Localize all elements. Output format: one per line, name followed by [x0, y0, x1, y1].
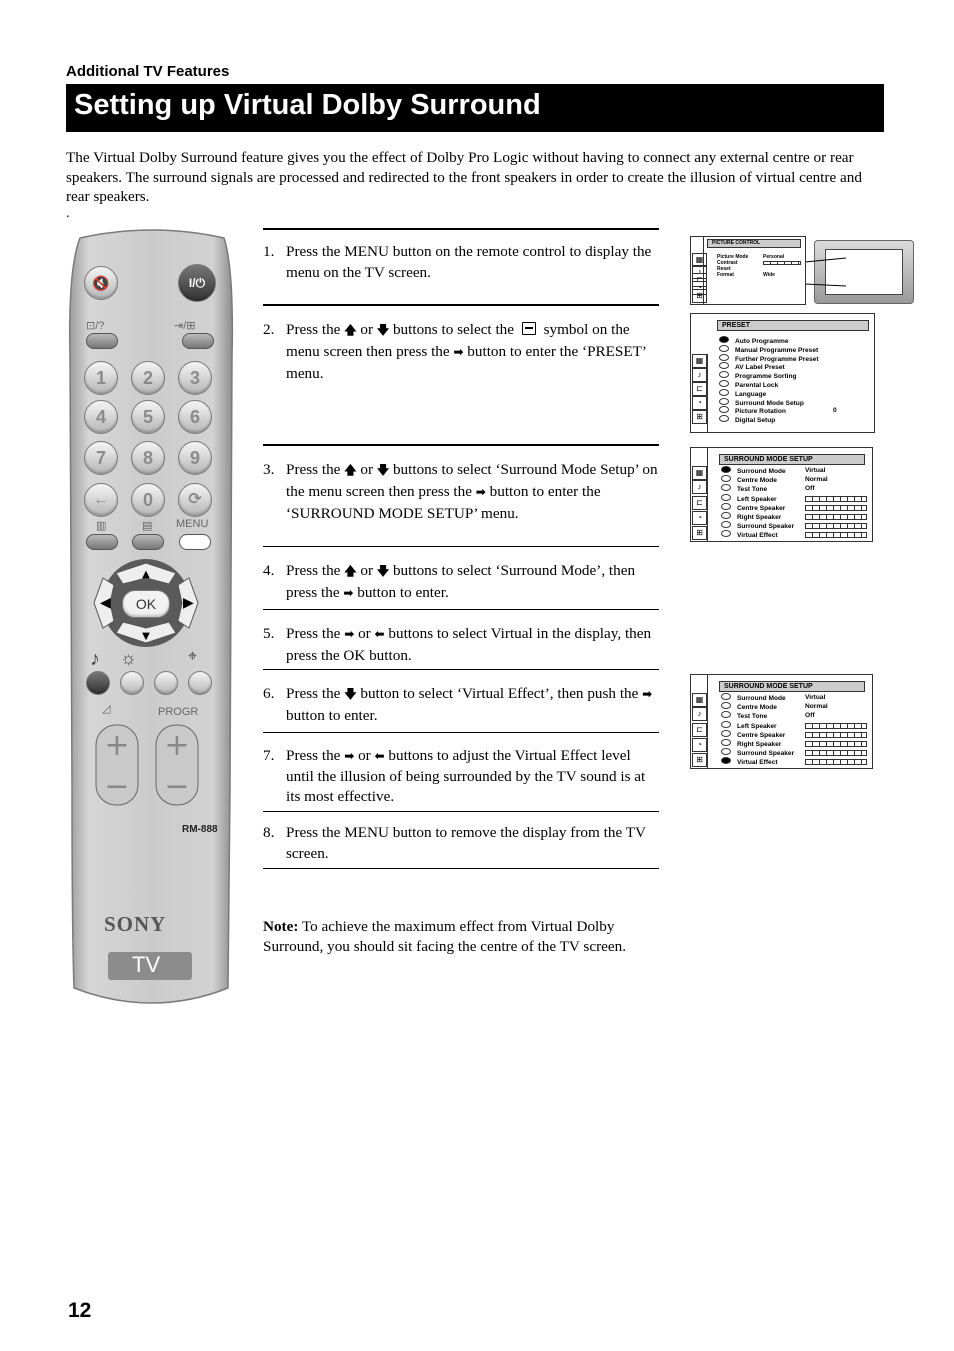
menu-value: Off — [805, 712, 815, 720]
menu-item-label: Centre Mode — [737, 477, 777, 485]
menu-value: Virtual — [805, 467, 826, 474]
right-arrow-icon: ➡ — [642, 687, 653, 701]
step-6 — [263, 683, 659, 727]
level-bar — [805, 759, 867, 765]
back-icon: ← — [93, 491, 109, 508]
picture-tab-icon: ▦ — [692, 253, 707, 267]
svg-text:▲: ▲ — [142, 569, 150, 580]
menu-bullet-icon — [721, 757, 731, 764]
note-text: To achieve the maximum effect from Virtual Dolby Surround, you should sit facing the centre of the TV screen. — [263, 918, 627, 955]
step-number: 4. — [263, 562, 275, 579]
step-7 — [263, 746, 659, 808]
right-arrow-icon: ➡ — [344, 749, 355, 763]
stray-dot: . — [66, 206, 70, 221]
step-number: 5. — [263, 625, 275, 642]
menu-title: SURROUND MODE SETUP — [719, 681, 865, 692]
teletext-icon: ▥ — [96, 520, 107, 532]
info-icon: ⊡/? — [86, 320, 105, 332]
digit-1-button[interactable]: 1 — [84, 361, 118, 395]
right-arrow-icon: ➡ — [343, 586, 354, 600]
level-bar — [805, 514, 867, 520]
menu-item-label: Parental Lock — [735, 382, 779, 389]
features-tab-icon: ⊏ — [692, 382, 707, 396]
step-8 — [263, 823, 659, 864]
rule — [263, 811, 659, 812]
digit-9-button[interactable]: 9 — [178, 441, 212, 475]
title-bar — [66, 84, 884, 132]
picture-tab-icon: ▦ — [692, 693, 707, 707]
menu-item-label: Surround Mode — [737, 695, 786, 702]
step-5 — [263, 623, 659, 666]
volume-icon: ◿ — [102, 703, 111, 715]
picture-tab-icon: ▦ — [692, 354, 707, 368]
menu-bullet-icon — [721, 530, 731, 537]
svg-text:+: + — [164, 728, 190, 763]
rule — [263, 732, 659, 733]
menu-bullet-icon — [721, 494, 731, 501]
step-text: Press the 🡇 button to select ‘Virtual Effect’, then push the ➡ button to enter. — [286, 685, 653, 724]
preset-symbol-icon — [522, 322, 536, 335]
menu-bullet-icon — [721, 512, 731, 519]
step-number: 3. — [263, 461, 275, 478]
menu-bullet-icon — [721, 739, 731, 746]
menu-value: Wide — [763, 272, 775, 278]
step-text: Press the MENU button on the remote control to display the menu on the TV screen. — [286, 243, 652, 281]
zoom-lines — [800, 250, 850, 290]
preset-tab-icon: ⊞ — [692, 289, 707, 303]
rule — [263, 609, 659, 610]
features-tab-icon: ⊏ — [692, 496, 707, 510]
menu-bullet-icon — [719, 406, 729, 413]
picture-control-menu — [690, 236, 806, 305]
section-label: Additional TV Features — [66, 63, 230, 80]
contrast-bar — [763, 261, 801, 265]
page-title: Setting up Virtual Dolby Surround — [74, 89, 541, 121]
level-bar — [805, 723, 867, 729]
mute-button[interactable] — [84, 266, 118, 300]
menu-bullet-icon — [719, 336, 729, 343]
step-1 — [263, 241, 659, 283]
level-bar — [805, 750, 867, 756]
menu-item: Contrast — [717, 260, 738, 266]
teletext-button[interactable] — [86, 534, 118, 550]
left-arrow-icon: ⬅ — [374, 749, 385, 763]
down-arrow-icon: 🡇 — [376, 323, 390, 337]
brand-logo: SONY — [104, 912, 167, 936]
sound-tab-icon: ♪ — [692, 265, 707, 279]
ok-button[interactable]: OK — [122, 590, 170, 618]
svg-text:▼: ▼ — [142, 631, 150, 642]
step-number: 2. — [263, 321, 275, 338]
step-3 — [263, 459, 659, 524]
left-arrow-icon: ◀ — [100, 594, 111, 610]
menu-item-label: AV Label Preset — [735, 364, 785, 372]
menu-bullet-icon — [721, 503, 731, 510]
note — [263, 917, 663, 957]
picture-tab-icon: ▦ — [692, 466, 707, 480]
timer-tab-icon: ◔ — [692, 511, 707, 525]
preset-menu — [690, 313, 875, 433]
note-label: Note: — [263, 918, 299, 935]
menu-label: MENU — [176, 518, 209, 530]
menu-item-label: Manual Programme Preset — [735, 346, 819, 354]
preset-tab-icon: ⊞ — [692, 526, 707, 540]
menu-item-label: Surround Speaker — [737, 523, 795, 531]
menu-item: Format — [717, 272, 734, 278]
menu-item-label: Programme Sorting — [735, 373, 797, 381]
surround-setup-menu-2 — [690, 674, 873, 769]
level-bar — [805, 532, 867, 538]
menu-title: PRESET — [717, 320, 869, 331]
mute-icon: 🔇 — [92, 275, 110, 291]
menu-title: SURROUND MODE SETUP — [719, 454, 865, 465]
features-tab-icon: ⊏ — [692, 723, 707, 737]
menu-bullet-icon — [721, 748, 731, 755]
remote-control-illustration — [66, 228, 238, 1010]
menu-item-label: Further Programme Preset — [735, 355, 819, 363]
level-bar — [805, 496, 867, 502]
menu-title: PICTURE CONTROL — [707, 239, 801, 248]
features-tab-icon: ⊏ — [692, 273, 707, 287]
step-text: Press the 🡅 or 🡇 buttons to select the symbol on the menu screen then press the ➡ button to enter the ‘PRESET’ menu. — [286, 321, 646, 382]
rule-top — [263, 228, 659, 230]
step-4 — [263, 560, 659, 604]
digit-7-button[interactable]: 7 — [84, 441, 118, 475]
menu-item-label: Centre Speaker — [737, 504, 786, 512]
position-icon: ⌖ — [188, 648, 198, 665]
step-text: Press the ➡ or ⬅ buttons to adjust the Virtual Effect level until the illusion of being surrounded by the TV sound is at its most effective. — [286, 747, 646, 805]
picture-button[interactable] — [120, 671, 144, 695]
page-number: 12 — [68, 1299, 92, 1322]
menu-bullet-icon — [721, 721, 731, 728]
right-arrow-icon: ➡ — [344, 627, 355, 641]
menu-bullet-icon — [719, 389, 729, 396]
level-bar — [805, 523, 867, 529]
step-text: Press the 🡅 or 🡇 buttons to select ‘Surround Mode Setup’ on the menu screen then press the ➡ button to enter the ‘SURROUND MODE SETUP’ menu. — [286, 461, 658, 522]
timer-tab-icon: ◔ — [692, 281, 707, 295]
menu-bullet-icon — [721, 730, 731, 737]
menu-button[interactable] — [179, 534, 211, 550]
menu-item — [719, 415, 775, 425]
rule-bottom — [263, 868, 659, 869]
menu-item-label: Test Tone — [737, 713, 768, 721]
menu-bullet-icon — [721, 475, 731, 482]
menu-item — [721, 530, 778, 540]
blank-button[interactable] — [154, 671, 178, 695]
step-number: 1. — [263, 243, 275, 260]
level-bar — [805, 732, 867, 738]
sound-icon: ♪ — [90, 648, 100, 670]
down-arrow-icon: 🡇 — [376, 564, 390, 578]
picture-icon: ☼ — [120, 648, 137, 668]
down-arrow-icon: 🡇 — [344, 687, 357, 701]
back-button[interactable] — [84, 483, 118, 517]
timer-tab-icon: ◔ — [692, 396, 707, 410]
digit-6-button[interactable]: 6 — [178, 400, 212, 434]
level-bar — [805, 505, 867, 511]
menu-item-label: Surround Mode Setup — [735, 399, 804, 407]
menu-bullet-icon — [721, 466, 731, 473]
rule — [263, 304, 659, 306]
model-label: RM-888 — [182, 824, 218, 835]
menu-bullet-icon — [721, 711, 731, 718]
step-text: Press the MENU button to remove the display from the TV screen. — [286, 824, 646, 862]
refresh-button[interactable] — [178, 483, 212, 517]
digit-5-button[interactable]: 5 — [131, 400, 165, 434]
menu-value: Personal — [763, 254, 785, 260]
menu-item-label: Right Speaker — [737, 514, 782, 521]
up-arrow-icon: 🡅 — [344, 323, 357, 337]
surround-setup-menu-1 — [690, 447, 873, 542]
text-button[interactable] — [132, 534, 164, 550]
input-button[interactable] — [182, 333, 214, 349]
menu-value: Normal — [805, 703, 828, 711]
menu-bullet-icon — [721, 702, 731, 709]
menu-item-label: Right Speaker — [737, 741, 782, 748]
preset-tab-icon: ⊞ — [692, 410, 707, 424]
menu-bullet-icon — [719, 345, 729, 352]
menu-value: Normal — [805, 476, 828, 484]
svg-text:+: + — [104, 728, 130, 763]
svg-text:−: − — [164, 769, 190, 804]
menu-item-label: Language — [735, 390, 767, 398]
menu-bullet-icon — [719, 398, 729, 405]
menu-item-label: Virtual Effect — [737, 532, 778, 540]
menu-bullet-icon — [719, 354, 729, 361]
timer-tab-icon: ◔ — [692, 738, 707, 752]
step-number: 7. — [263, 747, 275, 764]
menu-value: Virtual — [805, 694, 826, 701]
step-text: Press the 🡅 or 🡇 buttons to select ‘Surround Mode’, then press the ➡ button to enter. — [286, 562, 636, 601]
menu-item-label: Picture Rotation — [735, 408, 786, 416]
position-button[interactable] — [188, 671, 212, 695]
down-arrow-icon: 🡇 — [376, 463, 390, 477]
input-icon: ⇥/⊞ — [174, 320, 196, 332]
rule — [263, 444, 659, 446]
digit-0-button[interactable]: 0 — [131, 483, 165, 517]
svg-text:−: − — [104, 769, 130, 804]
digit-2-button[interactable]: 2 — [131, 361, 165, 395]
refresh-icon: ⟳ — [188, 491, 202, 508]
rule — [263, 669, 659, 670]
menu-bullet-icon — [719, 415, 729, 422]
text-icon: ▤ — [142, 520, 153, 532]
menu-item-label: Surround Mode — [737, 468, 786, 475]
menu-item — [721, 757, 778, 767]
tv-badge: TV — [132, 952, 161, 977]
sound-tab-icon: ♪ — [692, 480, 707, 494]
up-arrow-icon: 🡅 — [344, 463, 357, 477]
menu-item-label: Centre Speaker — [737, 731, 786, 739]
menu-item-label: Left Speaker — [737, 495, 777, 503]
menu-bullet-icon — [721, 484, 731, 491]
menu-bullet-icon — [719, 380, 729, 387]
progr-label: PROGR — [158, 706, 199, 718]
menu-bullet-icon — [719, 371, 729, 378]
up-arrow-icon: 🡅 — [344, 564, 357, 578]
preset-tab-icon: ⊞ — [692, 753, 707, 767]
right-arrow-icon: ▶ — [183, 594, 194, 610]
menu-value: 0 — [833, 407, 837, 414]
step-number: 6. — [263, 685, 275, 702]
menu-item-label: Surround Speaker — [737, 750, 795, 758]
digit-3-button[interactable]: 3 — [178, 361, 212, 395]
rule — [263, 546, 659, 547]
menu-item-label: Centre Mode — [737, 704, 777, 712]
left-arrow-icon: ⬅ — [374, 627, 385, 641]
right-arrow-icon: ➡ — [475, 485, 486, 499]
menu-item-label: Left Speaker — [737, 722, 777, 730]
step-number: 8. — [263, 824, 275, 841]
right-arrow-icon: ➡ — [453, 345, 464, 359]
menu-item-label: Digital Setup — [735, 417, 776, 425]
intro-paragraph: The Virtual Dolby Surround feature gives you the effect of Dolby Pro Logic without having to connect any external centre or rear speakers. The surround signals are processed and redirected to the front speakers in order to create the illusion of virtual centre and rear speakers. — [66, 149, 862, 205]
info-button[interactable] — [86, 333, 118, 349]
menu-value: Off — [805, 485, 815, 493]
sound-tab-icon: ♪ — [692, 707, 707, 721]
step-text: Press the ➡ or ⬅ buttons to select Virtual in the display, then press the OK button. — [286, 625, 652, 664]
menu-item: Reset — [717, 266, 731, 272]
digit-8-button[interactable]: 8 — [131, 441, 165, 475]
level-bar — [805, 741, 867, 747]
menu-item: Picture Mode — [717, 254, 749, 260]
sound-button[interactable] — [86, 671, 110, 695]
menu-item-label: Virtual Effect — [737, 759, 778, 767]
digit-4-button[interactable]: 4 — [84, 400, 118, 434]
power-button[interactable]: I/⏻ — [178, 264, 216, 302]
menu-bullet-icon — [719, 362, 729, 369]
menu-bullet-icon — [721, 693, 731, 700]
menu-bullet-icon — [721, 521, 731, 528]
menu-item-label: Test Tone — [737, 486, 768, 494]
sound-tab-icon: ♪ — [692, 368, 707, 382]
menu-item-label: Auto Programme — [735, 338, 789, 345]
step-2 — [263, 319, 659, 385]
